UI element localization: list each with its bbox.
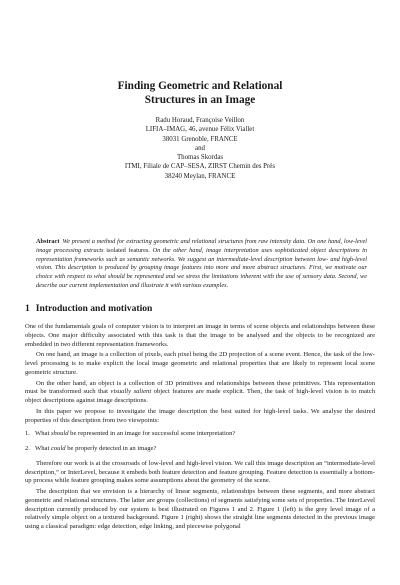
paragraph: Therefore our work is at the crossroads of low-level and high-level vision. We call this image description an “intermediate-level description,” or InterLevel, because it embeds both feature detection and feature grouping. Feature detection is essentially a bottom-up process while feature grouping makes some assumptions about the geometry of the scene.	[25, 459, 375, 485]
affiliation-line: LIFIA–IMAG, 46, avenue Félix Viallet	[145, 126, 255, 134]
list-item	[25, 445, 375, 454]
paragraph: In this paper we propose to investigate the image description the best suited for high-level tasks. We analyse the desired properties of this description from two viewpoints:	[25, 407, 375, 424]
affiliation-line: 38031 Grenoble, FRANCE	[162, 135, 238, 143]
paragraph: One of the fundamentals goals of computer vision is to interpret an image in terms of scene objects and relationships between these objects. One major difficulty associated with this task is that the image to be analysed and the objects to be recognized are embedded in two different representation frameworks.	[25, 323, 375, 348]
paragraph-text: object features are made explicit. Then, the task of high-level vision is to match object descriptions against image descriptions.	[25, 388, 376, 404]
abstract-text: We present a method for extracting geometric and relational structures from raw intensity data. On one hand, low-level image processing extracts	[36, 238, 367, 254]
affiliation-line: ITMI, Filiale de CAP–SESA, ZIRST Chemin des Prés	[124, 163, 276, 171]
list-text: What	[35, 430, 51, 438]
title-line-1: Finding Geometric and Relational	[117, 80, 283, 92]
author-block	[0, 116, 400, 181]
abstract-upright-text: isolated features	[106, 246, 149, 254]
emphasis-text: visually salient	[110, 388, 152, 396]
author-separator: and	[195, 144, 205, 152]
affiliation-line: 38240 Meylan, FRANCE	[164, 172, 236, 180]
list-number: 1.	[25, 430, 30, 438]
author-line: Radu Horaud, Françoise Veillon	[155, 117, 245, 124]
list-text: be properly detected in an image?	[65, 445, 157, 452]
section-heading	[25, 303, 152, 315]
abstract-label: Abstract	[36, 238, 60, 245]
emphasis-text: should	[50, 430, 69, 438]
body-text	[25, 323, 375, 532]
abstract-text: . On the other hand, image interpretation uses sophisticated object descriptions in representation frameworks such as semantic networks. We suggest an intermediate-level description between low- and high-level vision. This description is produced by grouping image features into more and more abstract structures. First, we motivate our choice with respect to what should be represented and we stress the limitations inherent with the use of sensory data. Second, we describe our current implementation and illustrate it with various examples.	[36, 246, 367, 289]
list-text: What	[35, 445, 51, 452]
paragraph: The description that we envision is a hierarchy of linear segments, relationships between these segments, and more abstract geometric and relational structures. The latter are groups (collections) of segments satisfying some sets of properties. The InterLevel description currently produced by our system is best illustrated on Figures 1 and 2. Figure 1 (left) is the grey level image of a relatively simple object on a textured background. Figure 1 (right) shows the straight line segments detected in the previous image using a classical paradigm: edge detection, edge linking, and piecewise polygonal	[25, 488, 375, 530]
author-line: Thomas Skordas	[176, 154, 224, 161]
paragraph: On one hand, an image is a collection of pixels, each pixel being the 2D projection of a scene event. Hence, the task of the low-level processing is to make explicit the local image geometric and relational properties that are likely to represent local scene geometric structure.	[25, 351, 375, 376]
list-number: 2.	[25, 445, 30, 452]
list-text: be represented in an image for successful scene interpretation?	[68, 430, 236, 438]
list-item	[25, 430, 375, 439]
title-line-2: Structures in an Image	[144, 94, 256, 106]
paragraph-text: On the other hand, an object is a collection of 3D primitives and relationships between these primitives. This representation must be transformed such that	[25, 379, 375, 396]
paragraph	[25, 380, 375, 406]
section-number: 1	[25, 303, 30, 314]
section-title: Introduction and motivation	[35, 303, 153, 314]
numbered-list	[25, 430, 375, 454]
abstract	[36, 238, 367, 291]
emphasis-text: could	[50, 445, 66, 452]
paper-title	[0, 79, 400, 107]
